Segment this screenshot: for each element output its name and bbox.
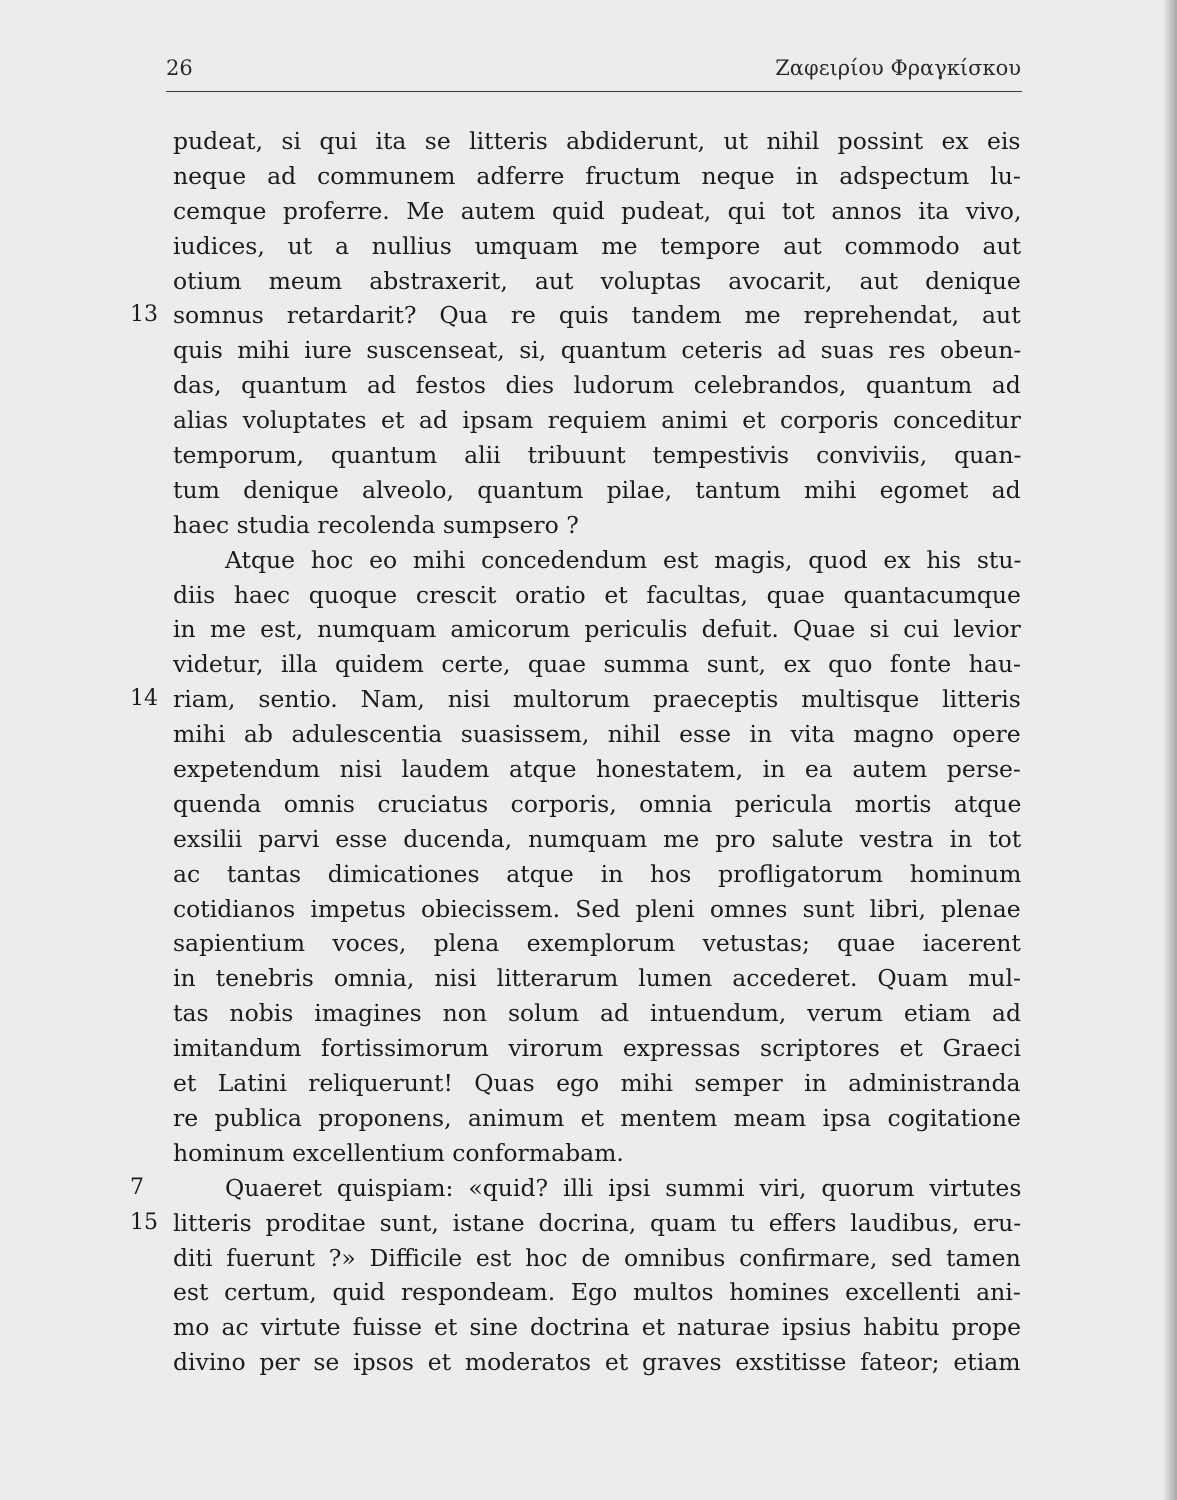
page-edge-shadow xyxy=(1163,0,1177,1500)
text-line xyxy=(130,682,1021,717)
line-text: re publica proponens, animum et mentem meam ipsa cogitatione xyxy=(173,1103,1021,1132)
line-text: temporum, quantum alii tribuunt tempestivis conviviis, quan- xyxy=(173,441,1022,470)
text-line xyxy=(173,264,1021,299)
line-text: haec studia recolenda sumpsero ? xyxy=(173,510,579,539)
line-text: in tenebris omnia, nisi litterarum lumen accederet. Quam mul- xyxy=(173,964,1021,993)
line-text: diti fuerunt ?» Difficile est hoc de omnibus confirmare, sed tamen xyxy=(173,1243,1021,1272)
text-line xyxy=(173,508,1021,543)
text-line xyxy=(173,1136,1021,1171)
line-text: cemque proferre. Me autem quid pudeat, qui tot annos ita vivo, xyxy=(173,196,1022,225)
text-line xyxy=(173,194,1021,229)
text-line xyxy=(173,787,1021,822)
line-text: tum denique alveolo, quantum pilae, tantum mihi egomet ad xyxy=(173,475,1021,504)
text-line xyxy=(173,1275,1021,1310)
text-line xyxy=(130,298,1021,333)
text-line xyxy=(130,1171,1022,1206)
text-line xyxy=(173,717,1021,752)
text-line xyxy=(173,961,1021,996)
line-text: somnus retardarit? Qua re quis tandem me reprehendat, aut xyxy=(173,301,1021,330)
text-line xyxy=(173,438,1021,473)
line-text: quenda omnis cruciatus corporis, omnia pericula mortis atque xyxy=(173,789,1022,818)
margin-section-number: 13 xyxy=(130,302,158,328)
line-text: expetendum nisi laudem atque honestatem, in ea autem perse- xyxy=(173,755,1021,784)
line-text: imitandum fortissimorum virorum expressas scriptores et Graeci xyxy=(173,1034,1022,1063)
line-text: cotidianos impetus obiecissem. Sed pleni omnes sunt libri, plenae xyxy=(173,894,1021,923)
line-text: mihi ab adulescentia suasissem, nihil esse in vita magno opere xyxy=(173,720,1021,749)
body-text xyxy=(130,124,1022,1380)
line-text: Atque hoc eo mihi concedendum est magis, quod ex his stu- xyxy=(225,545,1022,574)
text-line xyxy=(173,543,1021,578)
text-line xyxy=(173,926,1021,961)
text-line xyxy=(173,159,1021,194)
margin-section-number: 14 xyxy=(130,686,158,712)
text-line xyxy=(173,124,1021,159)
page-number: 26 xyxy=(166,56,193,80)
line-text: diis haec quoque crescit oratio et facultas, quae quantacumque xyxy=(173,580,1021,609)
margin-section-number: 15 xyxy=(130,1209,158,1235)
line-text: litteris proditae sunt, istane docrina, quam tu effers laudibus, eru- xyxy=(173,1208,1022,1237)
line-text: videtur, illa quidem certe, quae summa sunt, ex quo fonte hau- xyxy=(173,650,1021,679)
text-line xyxy=(173,857,1021,892)
line-text: tas nobis imagines non solum ad intuendum, verum etiam ad xyxy=(173,999,1021,1028)
line-text: Quaeret quispiam: «quid? illi ipsi summi viri, quorum virtutes xyxy=(225,1173,1022,1202)
line-text: alias voluptates et ad ipsam requiem animi et corporis conceditur xyxy=(173,406,1021,435)
line-text: iudices, ut a nullius umquam me tempore aut commodo aut xyxy=(173,231,1022,260)
text-line xyxy=(173,892,1021,927)
text-line xyxy=(173,1031,1021,1066)
line-text: neque ad communem adferre fructum neque in adspectum lu- xyxy=(173,161,1021,190)
margin-section-number: 7 xyxy=(130,1174,144,1200)
text-line xyxy=(173,1101,1021,1136)
running-head: Ζαφειρίου Φραγκίσκου xyxy=(775,56,1021,80)
line-text: est certum, quid respondeam. Ego multos homines excellenti ani- xyxy=(173,1278,1021,1307)
text-line xyxy=(173,229,1021,264)
line-text: otium meum abstraxerit, aut voluptas avocarit, aut denique xyxy=(173,266,1021,295)
line-text: in me est, numquam amicorum periculis defuit. Quae si cui levior xyxy=(173,615,1021,644)
header-rule xyxy=(166,91,1022,92)
text-line xyxy=(173,1241,1021,1276)
line-text: pudeat, si qui ita se litteris abdiderunt, ut nihil possint ex eis xyxy=(173,127,1021,155)
line-text: sapientium voces, plena exemplorum vetustas; quae iacerent xyxy=(173,929,1021,958)
text-line xyxy=(173,752,1021,787)
text-line xyxy=(173,578,1021,613)
text-line xyxy=(173,1345,1021,1380)
text-line xyxy=(173,473,1021,508)
line-text: exsilii parvi esse ducenda, numquam me pro salute vestra in tot xyxy=(173,824,1022,853)
text-line xyxy=(130,1206,1022,1241)
text-line xyxy=(173,822,1021,857)
text-line xyxy=(173,403,1021,438)
text-line xyxy=(173,996,1021,1031)
text-line xyxy=(173,1066,1021,1101)
line-text: hominum excellentium conformabam. xyxy=(173,1138,624,1167)
line-text: riam, sentio. Nam, nisi multorum praeceptis multisque litteris xyxy=(173,685,1021,714)
text-line xyxy=(173,647,1021,682)
line-text: et Latini reliquerunt! Quas ego mihi semper in administranda xyxy=(173,1069,1021,1098)
line-text: quis mihi iure suscenseat, si, quantum ceteris ad suas res obeun- xyxy=(173,336,1022,365)
text-line xyxy=(173,368,1021,403)
line-text: das, quantum ad festos dies ludorum celebrandos, quantum ad xyxy=(173,371,1021,400)
text-line xyxy=(173,333,1021,368)
text-line xyxy=(173,1310,1021,1345)
line-text: mo ac virtute fuisse et sine doctrina et naturae ipsius habitu prope xyxy=(173,1313,1021,1342)
line-text: divino per se ipsos et moderatos et graves exstitisse fateor; etiam xyxy=(173,1348,1021,1377)
line-text: ac tantas dimicationes atque in hos profligatorum hominum xyxy=(173,859,1022,888)
text-line xyxy=(173,612,1021,647)
